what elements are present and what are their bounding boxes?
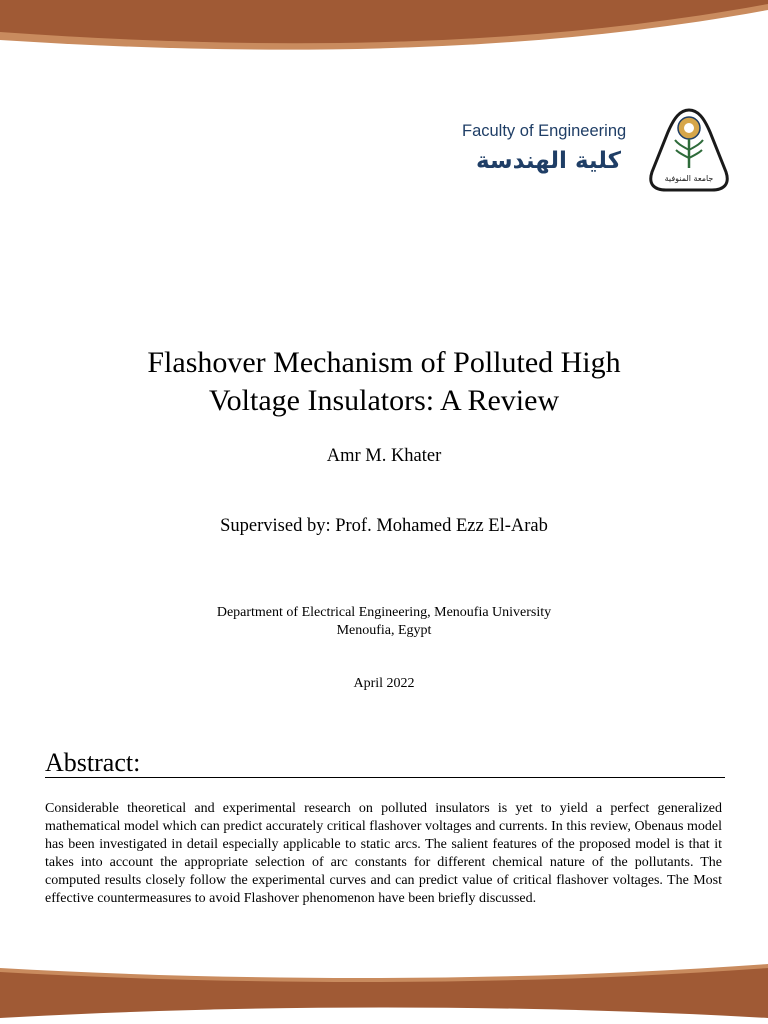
- date: April 2022: [353, 676, 415, 691]
- affiliation: [0, 604, 768, 640]
- title-line-2: Voltage Insulators: A Review: [208, 384, 560, 417]
- abstract-heading: Abstract:: [45, 750, 725, 778]
- abstract-body: Considerable theoretical and experimental research on polluted insulators is yet to yield a perfect generalized mathematical model which can predict accurately critical flashover voltages and currents. In this review, Obenaus model has been investigated in detail especially applicable to static arcs. The salient features of the proposed model is that it takes into account the appropriate selection of arc constants for different chemical nature of the pollutants. The computed results closely follow the experimental curves and can predict value of critical flashover voltages. The Most effective countermeasures to avoid Flashover phenomenon have been briefly discussed.: [45, 801, 722, 906]
- title-line-1: Flashover Mechanism of Polluted High: [147, 346, 621, 379]
- department: Department of Electrical Engineering, Menoufia University: [216, 605, 552, 620]
- faculty-logo: [440, 108, 730, 194]
- paper-title: [0, 344, 768, 420]
- seal-text: جامعة المنوفية: [664, 174, 714, 183]
- university-seal-icon: [648, 108, 730, 194]
- supervisor: Supervised by: Prof. Mohamed Ezz El-Arab: [220, 516, 548, 536]
- top-decorative-band: [0, 0, 768, 60]
- bottom-decorative-band: [0, 962, 768, 1024]
- logo-english-text: Faculty of Engineering: [462, 122, 627, 140]
- author: Amr M. Khater: [326, 446, 442, 466]
- location: Menoufia, Egypt: [336, 623, 432, 638]
- logo-arabic-text: كلية الهندسة: [476, 148, 622, 174]
